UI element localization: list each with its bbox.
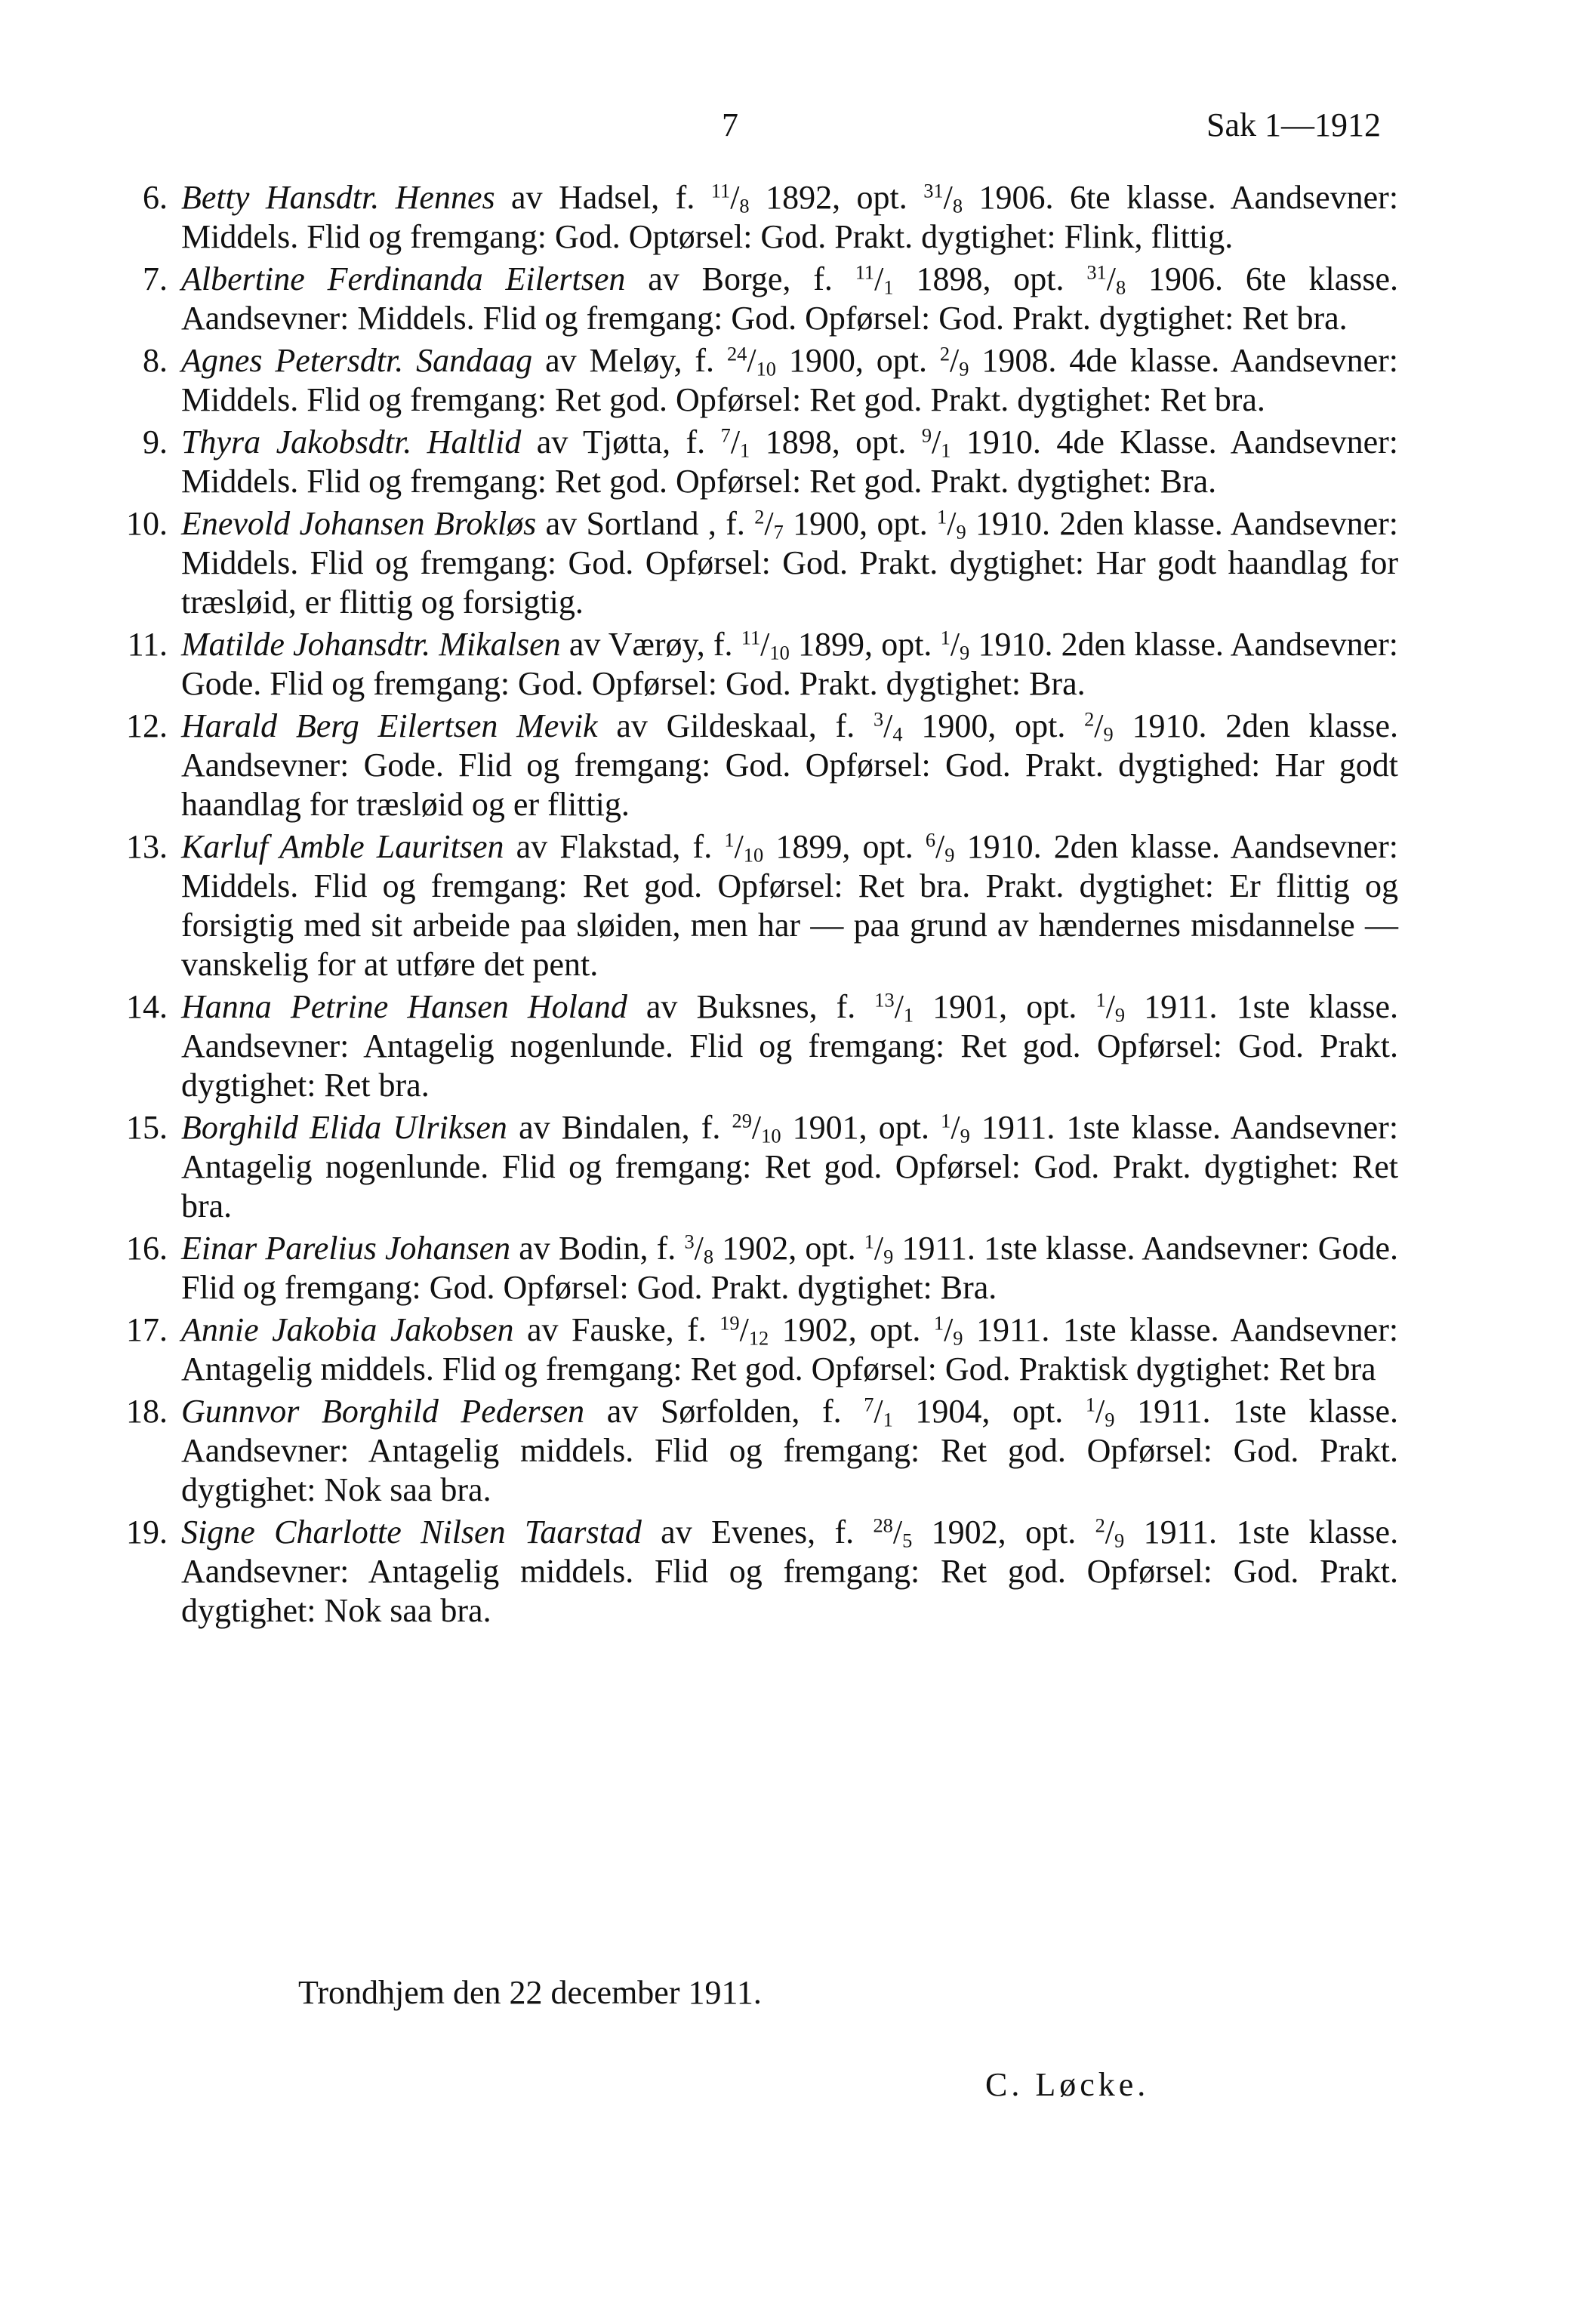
birthplace: Flakstad <box>559 828 673 865</box>
admission-year: 1910 <box>966 423 1033 460</box>
admission-day: 2 <box>1084 707 1095 731</box>
admission-day: 1 <box>941 1109 951 1132</box>
birth-month: 7 <box>773 520 784 544</box>
admission-month: 9 <box>953 1326 963 1350</box>
entry-number: 17. <box>126 1311 168 1348</box>
entry-details: 6te klasse. Aandsevner: Middels. Flid og fremgang: God. Opførsel: God. Prakt. dygtighet: Ret bra. <box>181 260 1399 337</box>
person-name: Matilde Johansdtr. Mikalsen <box>181 626 561 663</box>
birthplace: Evenes <box>711 1514 808 1551</box>
signature: C. Løcke. <box>985 2066 1150 2103</box>
entry: 10. Enevold Johansen Brokløs av Sortland , f. $^2/_7$ 1900, opt. $^1/_9$ 1910. 2den klasse. Aandsevner: Middels. Flid og fremgang: God. Opførsel: God. Prakt. dygtighet: Har godt haandlag for træsløid, er flittig og forsigtig. <box>115 504 1398 622</box>
admission-day: 1 <box>940 626 951 649</box>
admission-year: 1911 <box>981 1109 1047 1146</box>
birth-month: 10 <box>756 357 776 380</box>
entry-details: 4de klasse. Aandsevner: Middels. Flid og fremgang: Ret god. Opførsel: Ret god. Prakt. dygtighet: Ret bra. <box>181 342 1399 418</box>
entry: 8. Agnes Petersdtr. Sandaag av Meløy, f. $^{24}/_{10}$ 1900, opt. $^2/_9$ 1908. 4de klasse. Aandsevner: Middels. Flid og fremgang: Ret god. Opførsel: Ret god. Prakt. dygtighet: Ret bra. <box>115 341 1398 420</box>
entry-number: 16. <box>126 1230 168 1267</box>
person-name: Betty Hansdtr. Hennes <box>181 179 495 216</box>
entry: 6. Betty Hansdtr. Hennes av Hadsel, f. $^{11}/_8$ 1892, opt. $^{31}/_8$ 1906. 6te klasse. Aandsevner: Middels. Flid og fremgang: God. Optørsel: God. Prakt. dygtighet: Flink, flittig. <box>115 178 1398 257</box>
birthplace: Buksnes <box>696 988 809 1025</box>
birth-day: 1 <box>724 828 735 852</box>
person-name: Enevold Johansen Brokløs <box>181 505 537 542</box>
admission-day: 9 <box>921 423 932 447</box>
birth-year: 1900 <box>921 707 988 744</box>
admission-day: 1 <box>1095 988 1106 1012</box>
entry: 9. Thyra Jakobsdtr. Haltlid av Tjøtta, f. $^7/_1$ 1898, opt. $^9/_1$ 1910. 4de Klasse. Aandsevner: Middels. Flid og fremgang: Ret god. Opførsel: Ret god. Prakt. dygtighet: Bra. <box>115 423 1398 501</box>
admission-day: 6 <box>925 828 936 852</box>
birth-day: 11 <box>855 260 875 284</box>
entry-details: 1ste klasse. Aandsevner: Antagelig middels. Flid og fremgang: Ret god. Opførsel: God. Praktisk dygtighet: Ret bra <box>181 1311 1399 1387</box>
person-name: Borghild Elida Ulriksen <box>181 1109 507 1146</box>
person-name: Einar Parelius Johansen <box>181 1230 511 1267</box>
admission-day: 2 <box>1095 1514 1105 1537</box>
entry-details: 6te klasse. Aandsevner: Middels. Flid og fremgang: God. Optørsel: God. Prakt. dygtighet: Flink, flittig. <box>181 179 1399 255</box>
admission-month: 9 <box>1103 722 1114 746</box>
person-name: Hanna Petrine Hansen Holand <box>181 988 627 1025</box>
admission-year: 1911 <box>1144 988 1209 1025</box>
birth-year: 1900 <box>793 505 860 542</box>
admission-month: 9 <box>959 357 969 380</box>
birthplace: Fauske <box>572 1311 666 1348</box>
admission-month: 9 <box>1114 1003 1126 1027</box>
entry-number: 18. <box>126 1393 168 1430</box>
birth-year: 1902 <box>931 1514 998 1551</box>
admission-year: 1908 <box>981 342 1049 379</box>
admission-month: 9 <box>1105 1408 1115 1431</box>
birthplace: Bindalen <box>561 1109 682 1146</box>
person-name: Harald Berg Eilertsen Mevik <box>181 707 598 744</box>
case-reference: Sak 1—1912 <box>1206 106 1381 143</box>
entry: 7. Albertine Ferdinanda Eilertsen av Borge, f. $^{11}/_1$ 1898, opt. $^{31}/_8$ 1906. 6te klasse. Aandsevner: Middels. Flid og fremgang: God. Opførsel: God. Prakt. dygtighet: Ret bra. <box>115 260 1398 338</box>
birth-year: 1898 <box>916 260 983 297</box>
admission-month: 9 <box>960 1124 970 1147</box>
admission-day: 31 <box>1086 260 1107 284</box>
entry-details: 1ste klasse. Aandsevner: Antagelig nogenlunde. Flid og fremgang: Ret god. Opførsel: God. Prakt. dygtighet: Ret bra. <box>181 988 1399 1104</box>
admission-day: 31 <box>923 179 944 202</box>
admission-year: 1911 <box>901 1230 967 1267</box>
birth-day: 2 <box>754 505 765 528</box>
admission-year: 1911 <box>975 1311 1042 1348</box>
birth-day: 28 <box>873 1514 893 1537</box>
entry-number: 7. <box>143 260 168 297</box>
entry-details: 2den klasse. Aandsevner: Gode. Flid og fremgang: God. Opførsel: God. Prakt. dygtighet: Bra. <box>181 626 1399 702</box>
admission-day: 1 <box>1085 1393 1096 1416</box>
entry: 13. Karluf Amble Lauritsen av Flakstad, f. $^1/_{10}$ 1899, opt. $^6/_9$ 1910. 2den klasse. Aandsevner: Middels. Flid og fremgang: Ret god. Opførsel: Ret bra. Prakt. dygtighet: Er flittig og forsigtig med sit arbeide paa sløiden, men har — paa grund av hændernes misdannelse — vanskelig for at utføre det pent. <box>115 827 1398 984</box>
birth-day: 3 <box>684 1230 695 1253</box>
person-name: Karluf Amble Lauritsen <box>181 828 504 865</box>
birthplace: Hadsel <box>559 179 652 216</box>
birth-month: 1 <box>740 439 750 462</box>
entry: 19. Signe Charlotte Nilsen Taarstad av Evenes, f. $^{28}/_5$ 1902, opt. $^2/_9$ 1911. 1ste klasse. Aandsevner: Antagelig middels. Flid og fremgang: Ret god. Opførsel: God. Prakt. dygtighet: Nok saa bra. <box>115 1513 1398 1631</box>
birthplace: Sørfolden <box>660 1393 792 1430</box>
admission-month: 8 <box>952 194 963 217</box>
birth-year: 1902 <box>781 1311 849 1348</box>
birth-month: 5 <box>902 1529 913 1552</box>
person-name: Gunnvor Borghild Pedersen <box>181 1393 585 1430</box>
person-name: Thyra Jakobsdtr. Haltlid <box>181 423 522 460</box>
birth-year: 1902 <box>722 1230 789 1267</box>
admission-day: 1 <box>864 1230 874 1253</box>
admission-year: 1911 <box>1143 1514 1209 1551</box>
page-number: 7 <box>722 106 738 143</box>
birth-month: 1 <box>883 1408 893 1431</box>
birth-day: 7 <box>864 1393 874 1416</box>
person-name: Annie Jakobia Jakobsen <box>181 1311 514 1348</box>
person-name: Signe Charlotte Nilsen Taarstad <box>181 1514 642 1551</box>
birth-year: 1900 <box>788 342 855 379</box>
birth-month: 10 <box>743 843 764 867</box>
birth-year: 1898 <box>765 423 832 460</box>
birth-day: 13 <box>874 988 895 1012</box>
entry-details: 1ste klasse. Aandsevner: Antagelig middels. Flid og fremgang: Ret god. Opførsel: God. Prakt. dygtighet: Nok saa bra. <box>181 1514 1399 1629</box>
birth-month: 10 <box>761 1124 781 1147</box>
birthplace: Borge <box>701 260 783 297</box>
birthplace: Tjøtta <box>582 423 663 460</box>
entry-list <box>115 178 1398 1634</box>
admission-month: 9 <box>883 1245 894 1268</box>
admission-year: 1910 <box>1132 707 1199 744</box>
admission-year: 1910 <box>966 828 1034 865</box>
entry: 14. Hanna Petrine Hansen Holand av Buksnes, f. $^{13}/_1$ 1901, opt. $^1/_9$ 1911. 1ste klasse. Aandsevner: Antagelig nogenlunde. Flid og fremgang: Ret god. Opførsel: God. Prakt. dygtighet: Ret bra. <box>115 987 1398 1105</box>
birth-month: 1 <box>883 276 894 299</box>
entry: 16. Einar Parelius Johansen av Bodin, f. $^3/_8$ 1902, opt. $^1/_9$ 1911. 1ste klasse. Aandsevner: Gode. Flid og fremgang: God. Opførsel: God. Prakt. dygtighet: Bra. <box>115 1229 1398 1307</box>
entry-details: 1ste klasse. Aandsevner: Antagelig nogenlunde. Flid og fremgang: Ret god. Opførsel: God. Prakt. dygtighet: Ret bra. <box>181 1109 1399 1224</box>
admission-year: 1911 <box>1137 1393 1203 1430</box>
birth-month: 4 <box>892 722 903 746</box>
entry-number: 9. <box>143 423 168 460</box>
entry-details: 2den klasse. Aandsevner: Middels. Flid og fremgang: God. Opførsel: God. Prakt. dygtighet: Har godt haandlag for træsløid, er flittig og forsigtig. <box>181 505 1398 621</box>
birth-year: 1901 <box>932 988 1000 1025</box>
entry-number: 19. <box>126 1514 168 1551</box>
admission-month: 9 <box>960 641 970 664</box>
admission-year: 1906 <box>978 179 1046 216</box>
entry-details: 1ste klasse. Aandsevner: Antagelig middels. Flid og fremgang: Ret god. Opførsel: God. Prakt. dygtighet: Nok saa bra. <box>181 1393 1399 1508</box>
birth-month: 1 <box>903 1003 914 1027</box>
admission-month: 8 <box>1115 276 1126 299</box>
admission-day: 1 <box>937 505 947 528</box>
entry-number: 15. <box>126 1109 168 1146</box>
place-date-line: Trondhjem den 22 december 1911. <box>298 1974 762 2011</box>
person-name: Agnes Petersdtr. Sandaag <box>181 342 533 379</box>
birth-day: 11 <box>741 626 761 649</box>
entry-details: 2den klasse. Aandsevner: Gode. Flid og fremgang: God. Opførsel: God. Prakt. dygtighed: Har godt haandlag for træsløid og er flittig. <box>181 707 1399 823</box>
birthplace: Bodin <box>558 1230 640 1267</box>
admission-month: 1 <box>941 439 951 462</box>
birth-day: 19 <box>719 1311 740 1335</box>
birth-year: 1904 <box>915 1393 982 1430</box>
birth-day: 24 <box>726 342 747 365</box>
birth-month: 10 <box>769 641 790 664</box>
entry-number: 11. <box>127 626 168 663</box>
entry: 15. Borghild Elida Ulriksen av Bindalen, f. $^{29}/_{10}$ 1901, opt. $^1/_9$ 1911. 1ste klasse. Aandsevner: Antagelig nogenlunde. Flid og fremgang: Ret god. Opførsel: God. Prakt. dygtighet: Ret bra. <box>115 1108 1398 1226</box>
entry: 18. Gunnvor Borghild Pedersen av Sørfolden, f. $^7/_1$ 1904, opt. $^1/_9$ 1911. 1ste klasse. Aandsevner: Antagelig middels. Flid og fremgang: Ret god. Opførsel: God. Prakt. dygtighet: Nok saa bra. <box>115 1392 1398 1510</box>
birthplace: Gildeskaal <box>666 707 809 744</box>
entry-details: 1ste klasse. Aandsevner: Gode. Flid og fremgang: God. Opførsel: God. Prakt. dygtighet: Bra. <box>181 1230 1399 1306</box>
entry-number: 14. <box>126 988 168 1025</box>
admission-month: 9 <box>1114 1529 1125 1552</box>
admission-month: 9 <box>956 520 966 544</box>
birth-month: 12 <box>748 1326 769 1350</box>
entry-number: 12. <box>126 707 168 744</box>
birth-day: 11 <box>710 179 731 202</box>
entry-details: 2den klasse. Aandsevner: Middels. Flid og fremgang: Ret god. Opførsel: Ret bra. Prakt. dygtighet: Er flittig og forsigtig med sit arbeide paa sløiden, men har — paa grund av hændernes misdannelse — vanskelig for at utføre det pent. <box>181 828 1399 983</box>
admission-year: 1910 <box>978 626 1045 663</box>
birth-year: 1899 <box>775 828 843 865</box>
admission-month: 9 <box>944 843 955 867</box>
birth-day: 7 <box>720 423 731 447</box>
admission-day: 1 <box>933 1311 944 1335</box>
birth-year: 1901 <box>792 1109 859 1146</box>
person-name: Albertine Ferdinanda Eilertsen <box>181 260 626 297</box>
birth-day: 29 <box>732 1109 752 1132</box>
birthplace: Sortland <box>586 505 708 542</box>
page-header <box>0 106 1596 151</box>
birth-month: 8 <box>739 194 750 217</box>
admission-year: 1910 <box>975 505 1043 542</box>
entry-number: 13. <box>126 828 168 865</box>
entry-number: 8. <box>143 342 168 379</box>
birth-day: 3 <box>873 707 884 731</box>
entry-number: 10. <box>126 505 168 542</box>
admission-year: 1906 <box>1148 260 1215 297</box>
birth-month: 8 <box>703 1245 714 1268</box>
birth-year: 1899 <box>798 626 864 663</box>
entry-details: 4de Klasse. Aandsevner: Middels. Flid og fremgang: Ret god. Opførsel: Ret god. Prakt. dygtighet: Bra. <box>181 423 1399 500</box>
admission-day: 2 <box>939 342 951 365</box>
birth-year: 1892 <box>766 179 833 216</box>
birthplace: Meløy <box>589 342 674 379</box>
birthplace: Værøy <box>608 626 697 663</box>
entry: 11. Matilde Johansdtr. Mikalsen av Værøy, f. $^{11}/_{10}$ 1899, opt. $^1/_9$ 1910. 2den klasse. Aandsevner: Gode. Flid og fremgang: God. Opførsel: God. Prakt. dygtighet: Bra. <box>115 625 1398 704</box>
entry: 12. Harald Berg Eilertsen Mevik av Gildeskaal, f. $^3/_4$ 1900, opt. $^2/_9$ 1910. 2den klasse. Aandsevner: Gode. Flid og fremgang: God. Opførsel: God. Prakt. dygtighed: Har godt haandlag for træsløid og er flittig. <box>115 707 1398 824</box>
entry: 17. Annie Jakobia Jakobsen av Fauske, f. $^{19}/_{12}$ 1902, opt. $^1/_9$ 1911. 1ste klasse. Aandsevner: Antagelig middels. Flid og fremgang: Ret god. Opførsel: God. Praktisk dygtighet: Ret bra <box>115 1310 1398 1389</box>
entry-number: 6. <box>143 179 168 216</box>
